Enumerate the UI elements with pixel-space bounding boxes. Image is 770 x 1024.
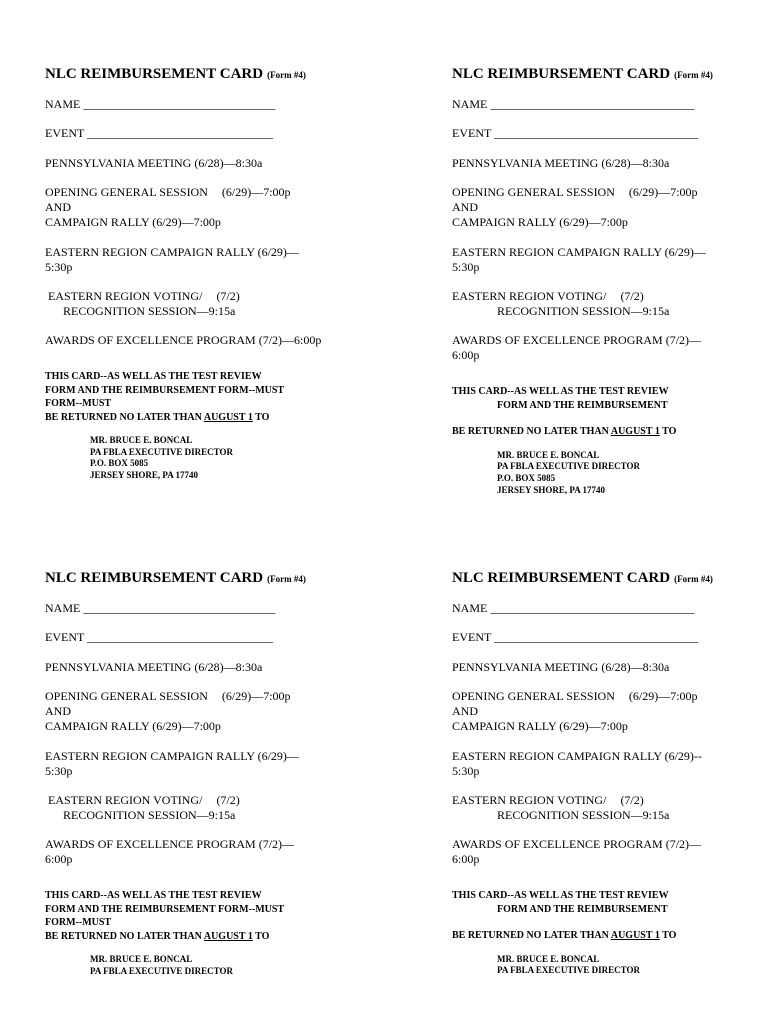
- opening-session-time: (6/29)—7:00p: [628, 689, 698, 703]
- awards-time: 6:00p: [45, 852, 73, 866]
- eastern-rally-block: [45, 245, 335, 275]
- campaign-rally-line: CAMPAIGN RALLY (6/29)—7:00p: [452, 215, 628, 229]
- return-date: AUGUST 1: [610, 930, 660, 941]
- event-label: EVENT: [45, 126, 85, 140]
- awards-block: [452, 333, 742, 363]
- opening-session-text: OPENING GENERAL SESSION: [452, 689, 615, 703]
- opening-session-block: [452, 185, 742, 230]
- return-date: AUGUST 1: [203, 411, 253, 423]
- address-city: JERSEY SHORE, PA 17740: [497, 484, 606, 495]
- opening-session-line: [45, 689, 335, 704]
- return-suffix: TO: [662, 426, 677, 437]
- card-title-text: NLC REIMBURSEMENT CARD: [45, 570, 264, 586]
- eastern-rally-line: EASTERN REGION CAMPAIGN RALLY (6/29)—: [45, 245, 299, 259]
- awards-line: AWARDS OF EXCELLENCE PROGRAM (7/2)—: [452, 837, 702, 851]
- and-line: AND: [45, 704, 71, 718]
- awards-line: AWARDS OF EXCELLENCE PROGRAM (7/2)—: [452, 333, 702, 347]
- awards-time: 6:00p: [452, 348, 480, 362]
- voting-block: [45, 793, 335, 823]
- eastern-voting-text: EASTERN REGION VOTING/: [452, 289, 607, 303]
- opening-session-text: OPENING GENERAL SESSION: [452, 185, 615, 199]
- form-number: (Form #4): [674, 70, 713, 80]
- opening-session-block: [452, 689, 742, 734]
- campaign-rally-line: CAMPAIGN RALLY (6/29)—7:00p: [45, 719, 221, 733]
- opening-session-time: (6/29)—7:00p: [221, 689, 291, 703]
- eastern-rally-line: EASTERN REGION CAMPAIGN RALLY (6/29)—: [452, 245, 706, 259]
- and-line: AND: [452, 200, 478, 214]
- card-title: [45, 66, 335, 88]
- awards-line: AWARDS OF EXCELLENCE PROGRAM (7/2)—6:00p: [45, 333, 322, 347]
- recognition-line: RECOGNITION SESSION—9:15a: [497, 304, 670, 318]
- name-label: NAME: [452, 97, 488, 111]
- eastern-rally-time: 5:30p: [452, 260, 480, 274]
- name-field: [45, 97, 335, 112]
- reimbursement-card-top-left: [45, 66, 335, 482]
- notice-line-3: FORM--MUST: [45, 398, 112, 409]
- name-blank: ________________________________: [83, 97, 276, 111]
- card-title-text: NLC REIMBURSEMENT CARD: [452, 66, 671, 82]
- opening-session-time: (6/29)—7:00p: [628, 185, 698, 199]
- address-name: MR. BRUCE E. BONCAL: [90, 954, 193, 964]
- name-label: NAME: [45, 97, 81, 111]
- name-blank: __________________________________: [490, 97, 695, 111]
- recognition-line: RECOGNITION SESSION—9:15a: [63, 808, 236, 822]
- name-blank: __________________________________: [490, 601, 695, 615]
- notice-line-2: FORM AND THE REIMBURSEMENT: [497, 399, 668, 411]
- form-number: (Form #4): [267, 70, 306, 80]
- event-field: [45, 126, 335, 141]
- opening-session-text: OPENING GENERAL SESSION: [45, 185, 208, 199]
- address-name: MR. BRUCE E. BONCAL: [497, 449, 600, 460]
- mailing-address: [452, 450, 742, 497]
- notice-line-3: FORM--MUST: [45, 917, 112, 928]
- eastern-rally-time: 5:30p: [45, 764, 73, 778]
- voting-date: (7/2): [216, 289, 240, 303]
- pa-meeting-line: PENNSYLVANIA MEETING (6/28)—8:30a: [45, 156, 263, 170]
- eastern-voting-line: [45, 289, 335, 304]
- awards-block: [45, 837, 335, 867]
- event-field: [45, 630, 335, 645]
- address-city: JERSEY SHORE, PA 17740: [90, 470, 199, 481]
- eastern-rally-line: EASTERN REGION CAMPAIGN RALLY (6/29)--: [452, 749, 702, 763]
- notice-line-2: FORM AND THE REIMBURSEMENT FORM--MUST: [45, 903, 285, 915]
- notice-line-1: THIS CARD--AS WELL AS THE TEST REVIEW: [452, 890, 669, 901]
- form-number: (Form #4): [267, 574, 306, 584]
- event-field: [452, 126, 742, 141]
- address-box: P.O. BOX 5085: [497, 472, 556, 483]
- return-deadline: [45, 930, 335, 944]
- return-notice: [452, 385, 742, 439]
- name-field: [45, 601, 335, 616]
- mailing-address: [45, 954, 335, 977]
- name-field: [452, 97, 742, 112]
- recognition-line: RECOGNITION SESSION—9:15a: [63, 304, 236, 318]
- eastern-rally-line: EASTERN REGION CAMPAIGN RALLY (6/29)—: [45, 749, 299, 763]
- notice-line-2: FORM AND THE REIMBURSEMENT FORM--MUST: [45, 384, 285, 396]
- notice-line-2: FORM AND THE REIMBURSEMENT: [497, 903, 668, 915]
- eastern-voting-text: EASTERN REGION VOTING/: [48, 289, 203, 303]
- address-title: PA FBLA EXECUTIVE DIRECTOR: [90, 965, 233, 976]
- pa-meeting-line: PENNSYLVANIA MEETING (6/28)—8:30a: [452, 156, 670, 170]
- event-blank: _______________________________: [87, 126, 274, 140]
- return-suffix: TO: [662, 930, 677, 941]
- opening-session-line: [45, 185, 335, 200]
- opening-session-text: OPENING GENERAL SESSION: [45, 689, 208, 703]
- voting-date: (7/2): [216, 793, 240, 807]
- return-notice: [452, 889, 742, 943]
- event-blank: _______________________________: [87, 630, 274, 644]
- awards-time: 6:00p: [452, 852, 480, 866]
- eastern-rally-time: 5:30p: [452, 764, 480, 778]
- notice-line-1: THIS CARD--AS WELL AS THE TEST REVIEW: [45, 890, 262, 901]
- return-prefix: BE RETURNED NO LATER THAN: [45, 930, 202, 942]
- card-title-text: NLC REIMBURSEMENT CARD: [45, 66, 264, 82]
- voting-date: (7/2): [620, 793, 644, 807]
- return-notice: [45, 370, 335, 424]
- and-line: AND: [452, 704, 478, 718]
- voting-block: [452, 793, 742, 823]
- mailing-address: [45, 435, 335, 482]
- return-suffix: TO: [255, 411, 270, 423]
- opening-session-line: [452, 185, 742, 200]
- return-date: AUGUST 1: [203, 930, 253, 942]
- name-label: NAME: [45, 601, 81, 615]
- eastern-rally-block: [452, 749, 742, 779]
- return-prefix: BE RETURNED NO LATER THAN: [45, 411, 202, 423]
- address-name: MR. BRUCE E. BONCAL: [90, 435, 193, 445]
- campaign-rally-line: CAMPAIGN RALLY (6/29)—7:00p: [452, 719, 628, 733]
- name-field: [452, 601, 742, 616]
- voting-date: (7/2): [620, 289, 644, 303]
- reimbursement-card-bottom-left: [45, 570, 335, 977]
- return-deadline: [45, 411, 335, 425]
- return-deadline: [452, 425, 742, 439]
- name-blank: ________________________________: [83, 601, 276, 615]
- awards-line: AWARDS OF EXCELLENCE PROGRAM (7/2)—: [45, 837, 295, 851]
- return-prefix: BE RETURNED NO LATER THAN: [452, 930, 609, 941]
- pa-meeting-line: PENNSYLVANIA MEETING (6/28)—8:30a: [452, 660, 670, 674]
- opening-session-time: (6/29)—7:00p: [221, 185, 291, 199]
- address-name: MR. BRUCE E. BONCAL: [497, 953, 600, 964]
- address-box: P.O. BOX 5085: [90, 458, 149, 469]
- campaign-rally-line: CAMPAIGN RALLY (6/29)—7:00p: [45, 215, 221, 229]
- name-label: NAME: [452, 601, 488, 615]
- event-blank: __________________________________: [494, 126, 699, 140]
- eastern-voting-line: [452, 793, 742, 808]
- event-blank: __________________________________: [494, 630, 699, 644]
- card-title: [452, 66, 742, 88]
- event-label: EVENT: [45, 630, 85, 644]
- recognition-line: RECOGNITION SESSION—9:15a: [497, 808, 670, 822]
- pa-meeting-line: PENNSYLVANIA MEETING (6/28)—8:30a: [45, 660, 263, 674]
- voting-block: [45, 289, 335, 319]
- notice-line-1: THIS CARD--AS WELL AS THE TEST REVIEW: [452, 386, 669, 397]
- and-line: AND: [45, 200, 71, 214]
- opening-session-line: [452, 689, 742, 704]
- address-title: PA FBLA EXECUTIVE DIRECTOR: [90, 446, 233, 457]
- form-number: (Form #4): [674, 574, 713, 584]
- eastern-voting-line: [45, 793, 335, 808]
- event-field: [452, 630, 742, 645]
- eastern-voting-text: EASTERN REGION VOTING/: [452, 793, 607, 807]
- return-deadline: [452, 929, 742, 943]
- address-title: PA FBLA EXECUTIVE DIRECTOR: [497, 965, 640, 976]
- opening-session-block: [45, 185, 335, 230]
- eastern-rally-block: [45, 749, 335, 779]
- awards-block: [452, 837, 742, 867]
- card-title-text: NLC REIMBURSEMENT CARD: [452, 570, 671, 586]
- eastern-rally-time: 5:30p: [45, 260, 73, 274]
- return-prefix: BE RETURNED NO LATER THAN: [452, 426, 609, 437]
- eastern-rally-block: [452, 245, 742, 275]
- reimbursement-card-bottom-right: [452, 570, 742, 977]
- return-notice: [45, 889, 335, 943]
- event-label: EVENT: [452, 126, 492, 140]
- eastern-voting-line: [452, 289, 742, 304]
- opening-session-block: [45, 689, 335, 734]
- mailing-address: [452, 954, 742, 977]
- notice-line-1: THIS CARD--AS WELL AS THE TEST REVIEW: [45, 371, 262, 382]
- voting-block: [452, 289, 742, 319]
- address-title: PA FBLA EXECUTIVE DIRECTOR: [497, 461, 640, 472]
- reimbursement-card-top-right: [452, 66, 742, 496]
- event-label: EVENT: [452, 630, 492, 644]
- card-title: [45, 570, 335, 592]
- return-date: AUGUST 1: [610, 426, 660, 437]
- card-title: [452, 570, 742, 592]
- return-suffix: TO: [255, 930, 270, 942]
- eastern-voting-text: EASTERN REGION VOTING/: [48, 793, 203, 807]
